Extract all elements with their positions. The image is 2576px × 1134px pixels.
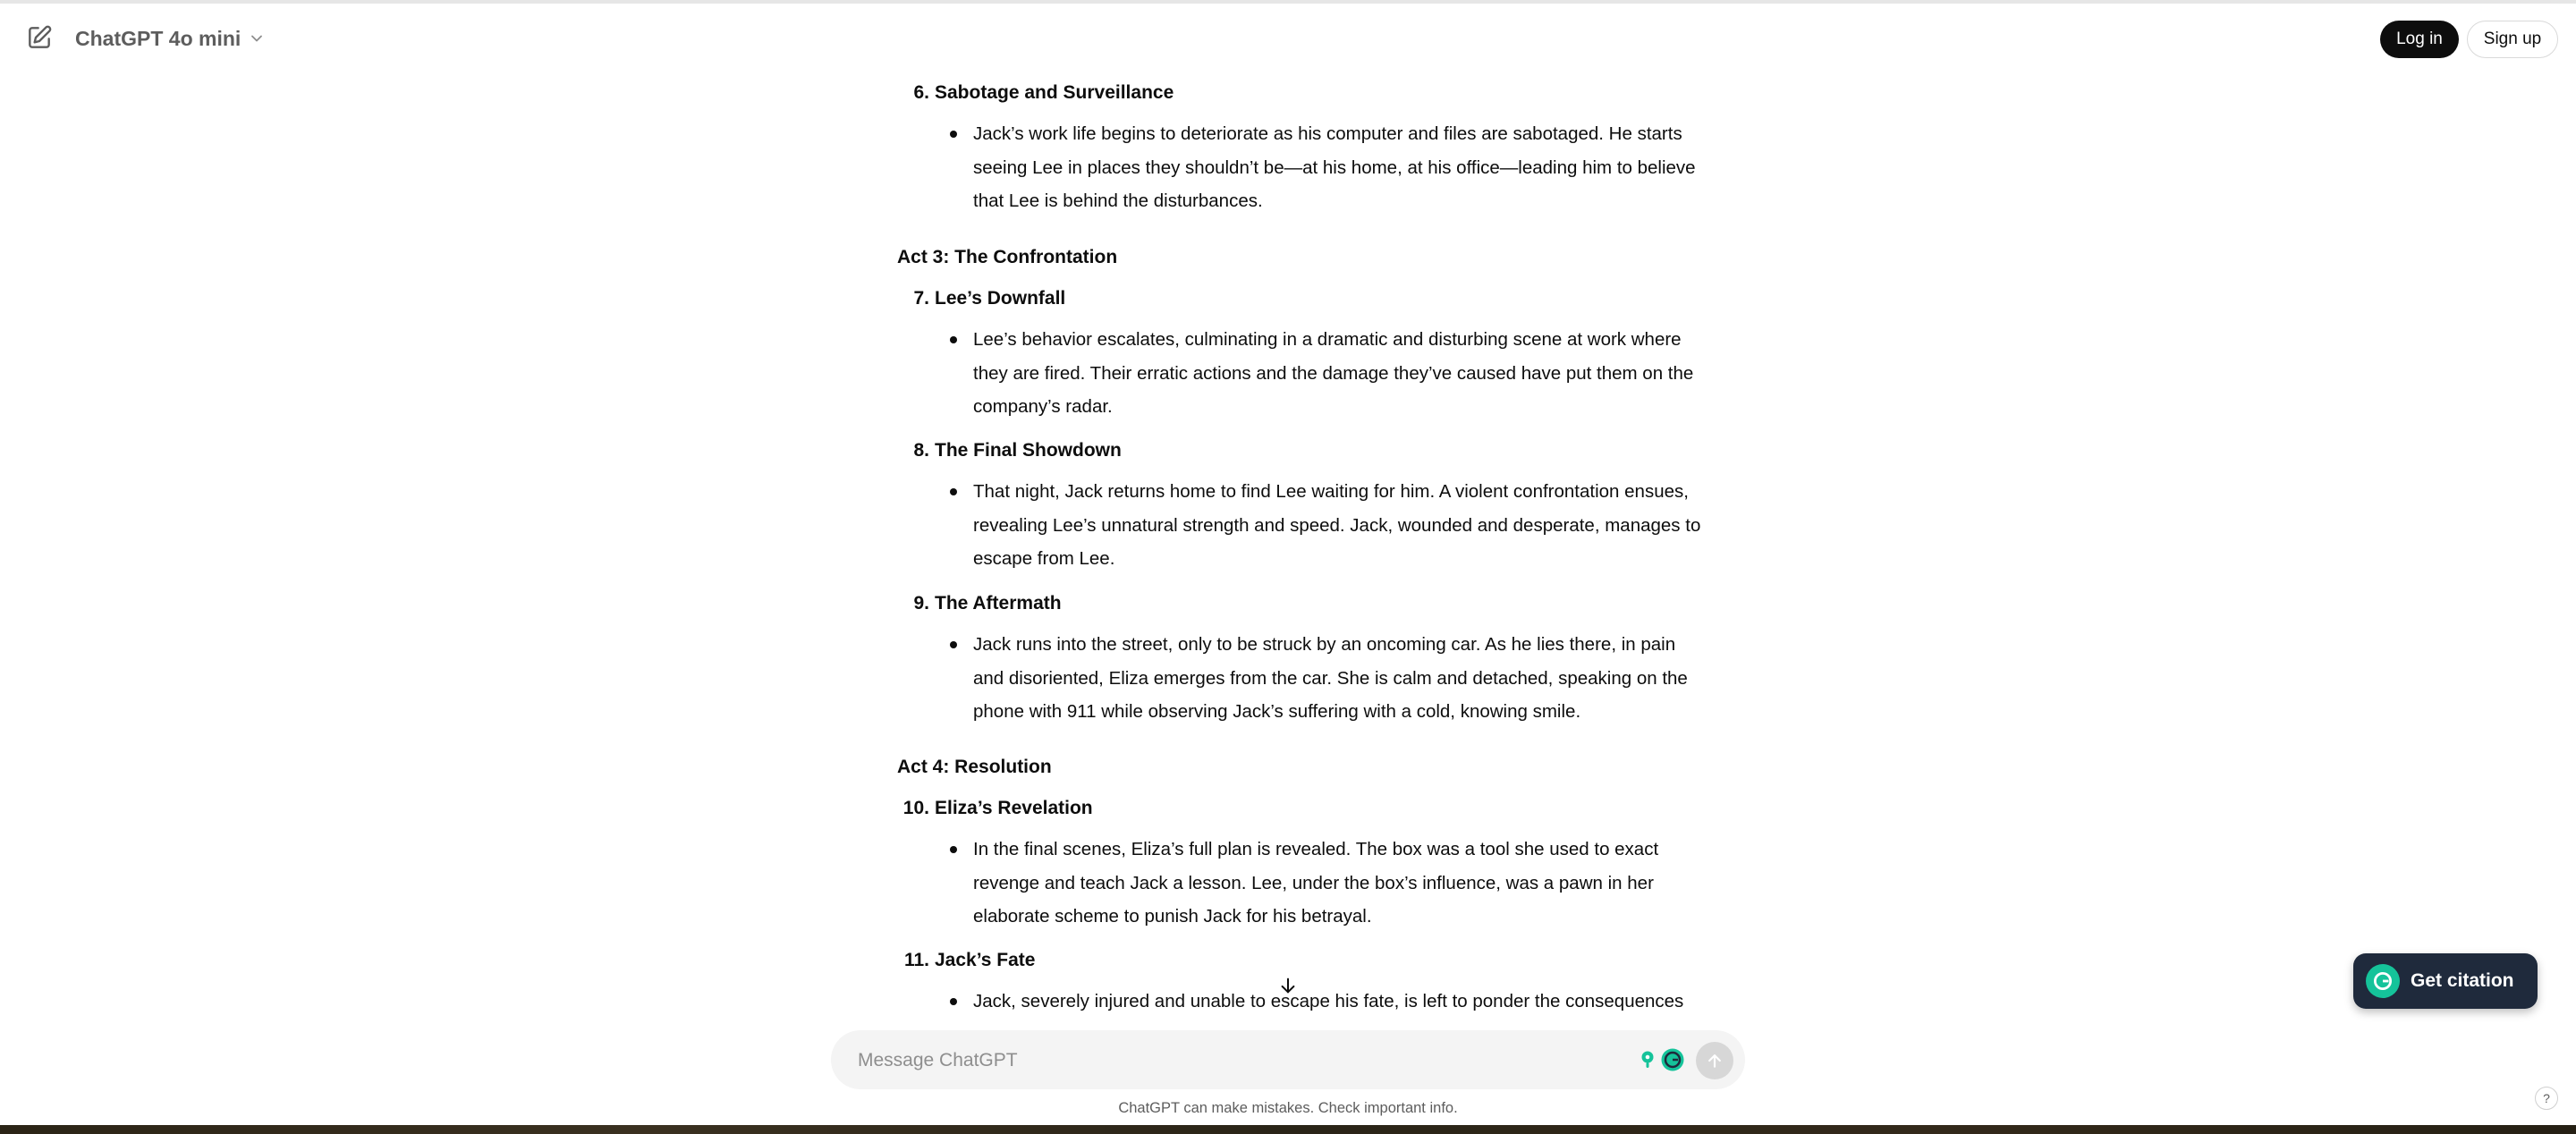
- list-number: 8.: [913, 440, 929, 461]
- text-line: that Lee is behind the disturbances.: [973, 190, 1263, 211]
- bullet-dot: [950, 488, 957, 495]
- model-label: ChatGPT 4o mini: [75, 26, 242, 50]
- list-number: 7.: [913, 288, 929, 309]
- list-number: 11.: [903, 950, 929, 970]
- text-line: revenge and teach Jack a lesson. Lee, under the box’s influence, was a pawn in her: [973, 872, 1654, 893]
- text-line: revealing Lee’s unnatural strength and speed. Jack, wounded and desperate, manages to: [973, 514, 1701, 536]
- message-input[interactable]: [856, 1030, 1557, 1091]
- text-line: escape from Lee.: [973, 548, 1115, 569]
- bullet-paragraph: [973, 117, 1742, 218]
- scroll-to-bottom-button[interactable]: [1273, 970, 1303, 1001]
- bullet-paragraph: [973, 833, 1742, 934]
- help-button[interactable]: ?: [2535, 1087, 2558, 1110]
- act-heading: Act 4: Resolution: [897, 757, 1052, 777]
- text-line: Jack’s work life begins to deteriorate as his computer and files are sabotaged. He starts: [973, 123, 1682, 144]
- text-line: and disoriented, Eliza emerges from the car. She is calm and detached, speaking on the: [973, 667, 1688, 689]
- arrow-down-icon: [1278, 975, 1298, 996]
- list-number: 9.: [913, 593, 929, 614]
- list-title: The Aftermath: [935, 593, 1062, 614]
- list-title: The Final Showdown: [935, 440, 1122, 461]
- grammarly-icon[interactable]: [1661, 1048, 1684, 1071]
- text-line: company’s radar.: [973, 396, 1113, 417]
- list-title: Jack’s Fate: [935, 950, 1036, 970]
- bullet-dot: [950, 998, 957, 1005]
- list-title: Lee’s Downfall: [935, 288, 1066, 309]
- bullet-dot: [950, 131, 957, 138]
- send-button[interactable]: [1696, 1042, 1733, 1079]
- bullet-paragraph: [973, 475, 1742, 576]
- chat-message-content: [897, 70, 1747, 1023]
- text-line: elaborate scheme to punish Jack for his betrayal.: [973, 906, 1372, 927]
- list-title: Eliza’s Revelation: [935, 798, 1093, 818]
- text-line: That night, Jack returns home to find Lee waiting for him. A violent confrontation ensues,: [973, 481, 1689, 502]
- grammarly-icon: [2366, 964, 2400, 998]
- disclaimer: ChatGPT can make mistakes. Check important info.: [1118, 1100, 1458, 1116]
- text-line: In the final scenes, Eliza’s full plan is revealed. The box was a tool she used to exact: [973, 839, 1659, 859]
- list-number: 10.: [902, 798, 929, 818]
- login-button[interactable]: Log in: [2380, 21, 2459, 58]
- text-line: they are fired. Their erratic actions and the damage they’ve caused have put them on the: [973, 362, 1694, 384]
- bullet-dot: [950, 336, 957, 343]
- citation-label: Get citation: [2411, 970, 2514, 991]
- text-line: Jack runs into the street, only to be struck by an oncoming car. As he lies there, in pain: [973, 634, 1676, 655]
- bullet-paragraph: [973, 628, 1742, 729]
- get-citation-button[interactable]: [2353, 953, 2538, 1009]
- send-icon: [1706, 1051, 1724, 1071]
- composer: [831, 1030, 1745, 1089]
- header: [0, 4, 2576, 70]
- bullet-paragraph: [973, 985, 1742, 1019]
- bullet-dot: [950, 641, 957, 648]
- new-chat-icon[interactable]: [25, 23, 54, 52]
- text-line: phone with 911 while observing Jack’s suffering with a cold, knowing smile.: [973, 701, 1581, 722]
- text-line: seeing Lee in places they shouldn’t be—at his home, at his office—leading him to believe: [973, 157, 1696, 178]
- chevron-down-icon: [248, 30, 266, 47]
- bullet-paragraph: [973, 323, 1742, 424]
- text-line: Jack, severely injured and unable to escape his fate, is left to ponder the consequences: [973, 991, 1684, 1011]
- extension-icon[interactable]: [1640, 1050, 1656, 1070]
- text-line: Lee’s behavior escalates, culminating in a dramatic and disturbing scene at work where: [973, 329, 1682, 350]
- model-selector[interactable]: [75, 23, 266, 54]
- list-number: 6.: [913, 82, 929, 103]
- background-strip: [0, 1125, 2576, 1134]
- act-heading: Act 3: The Confrontation: [897, 247, 1118, 267]
- signup-button[interactable]: Sign up: [2467, 21, 2558, 58]
- bullet-dot: [950, 846, 957, 853]
- list-title: Sabotage and Surveillance: [935, 82, 1174, 103]
